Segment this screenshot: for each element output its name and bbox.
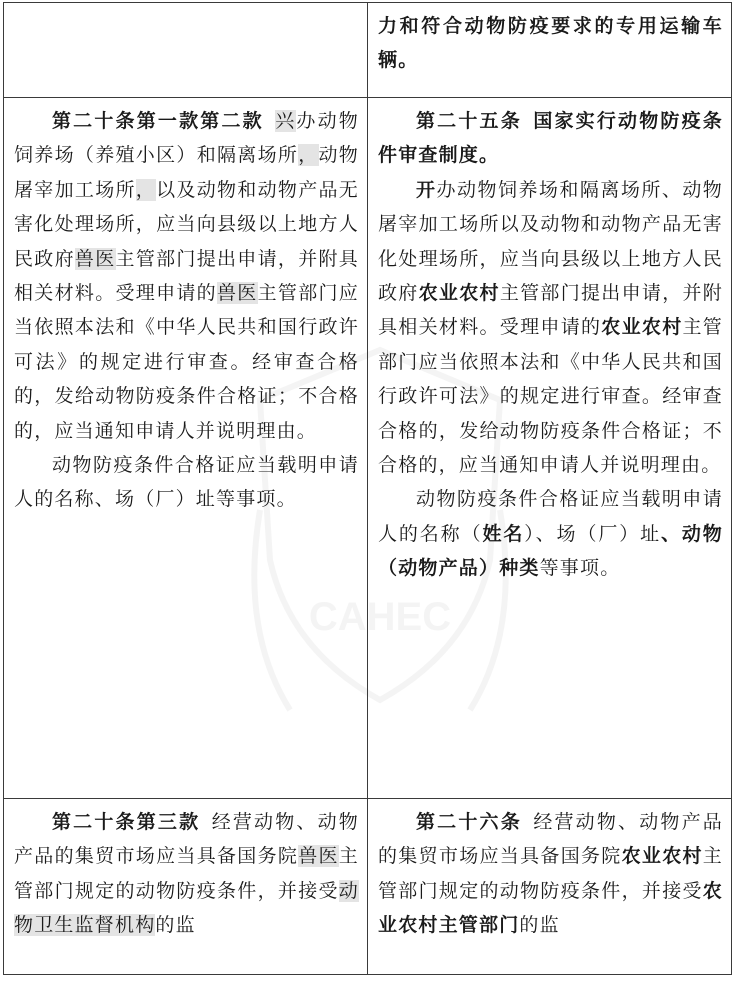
highlight: 兽医 bbox=[74, 247, 116, 270]
highlight: ， bbox=[135, 178, 157, 201]
article-paragraph: 开办动物饲养场和隔离场所、动物屠宰加工场所以及动物和动物产品无害化处理场所，应当向县级以上地方人民政府农业农村主管部门提出申请，并附具相关材料。受理申请的农业农村主管部门应当依照本法和《中华人民共和国行政许可法》的规定进行审查。经审查合格的，发给动物防疫条件合格证；不合格的，应当通知申请人并说明理由。 bbox=[378, 178, 724, 477]
new-law-cell bbox=[368, 98, 732, 799]
old-law-cell bbox=[4, 799, 368, 975]
changed-text: 农业农村 bbox=[601, 316, 683, 339]
changed-text: 、动物（动物产品）种类 bbox=[378, 522, 723, 580]
changed-text: 农业农村主管部门 bbox=[378, 879, 723, 937]
table-row bbox=[4, 3, 732, 98]
old-law-cell bbox=[4, 3, 368, 98]
changed-text: 姓名 bbox=[482, 522, 525, 545]
article-paragraph: 第二十六条 经营动物、动物产品的集贸市场应当具备国务院农业农村主管部门规定的动物防疫条件，并接受农业农村主管部门的监 bbox=[378, 811, 723, 937]
article-heading: 第二十条第三款 bbox=[52, 811, 201, 833]
comparison-table bbox=[3, 2, 732, 975]
article-paragraph: 动物防疫条件合格证应当载明申请人的名称（姓名）、场（厂）址、动物（动物产品）种类等事项。 bbox=[378, 488, 723, 580]
old-law-cell bbox=[4, 98, 368, 799]
watermark-text: CAHEC bbox=[308, 595, 452, 639]
article-heading: 第二十条第一款第二款 bbox=[52, 110, 264, 132]
highlight: 兴 bbox=[275, 110, 297, 132]
table-row bbox=[4, 799, 732, 975]
article-heading: 第二十五条 bbox=[416, 110, 522, 132]
highlight: ， bbox=[298, 144, 319, 167]
article-heading: 第二十六条 bbox=[416, 811, 522, 833]
article-paragraph: 动物防疫条件合格证应当载明申请人的名称、场（厂）址等事项。 bbox=[14, 454, 359, 511]
highlight: 动物卫生监督机构 bbox=[14, 879, 359, 937]
continued-text: 力和符合动物防疫要求的专用运输车辆。 bbox=[378, 15, 723, 72]
highlight: 兽医 bbox=[216, 282, 258, 305]
changed-text: 农业农村 bbox=[418, 282, 500, 305]
changed-text: 开 bbox=[416, 178, 437, 201]
article-paragraph: 第二十条第三款 经营动物、动物产品的集贸市场应当具备国务院兽医主管部门规定的动物防疫条件，并接受动物卫生监督机构的监 bbox=[14, 811, 359, 937]
table-row bbox=[4, 98, 732, 799]
article-paragraph: 第二十五条 国家实行动物防疫条件审查制度。 bbox=[378, 110, 723, 167]
new-law-cell bbox=[368, 3, 732, 98]
highlight: 兽医 bbox=[298, 845, 339, 868]
changed-text: 农业农村 bbox=[621, 845, 703, 868]
new-law-cell bbox=[368, 799, 732, 975]
article-paragraph: 第二十条第一款第二款 兴办动物饲养场（养殖小区）和隔离场所，动物屠宰加工场所，以及动物和动物产品无害化处理场所，应当向县级以上地方人民政府兽医主管部门提出申请，并附具相关材料。受理申请的兽医主管部门应当依照本法和《中华人民共和国行政许可法》的规定进行审查。经审查合格的，发给动物防疫条件合格证；不合格的，应当通知申请人并说明理由。 bbox=[14, 110, 360, 442]
